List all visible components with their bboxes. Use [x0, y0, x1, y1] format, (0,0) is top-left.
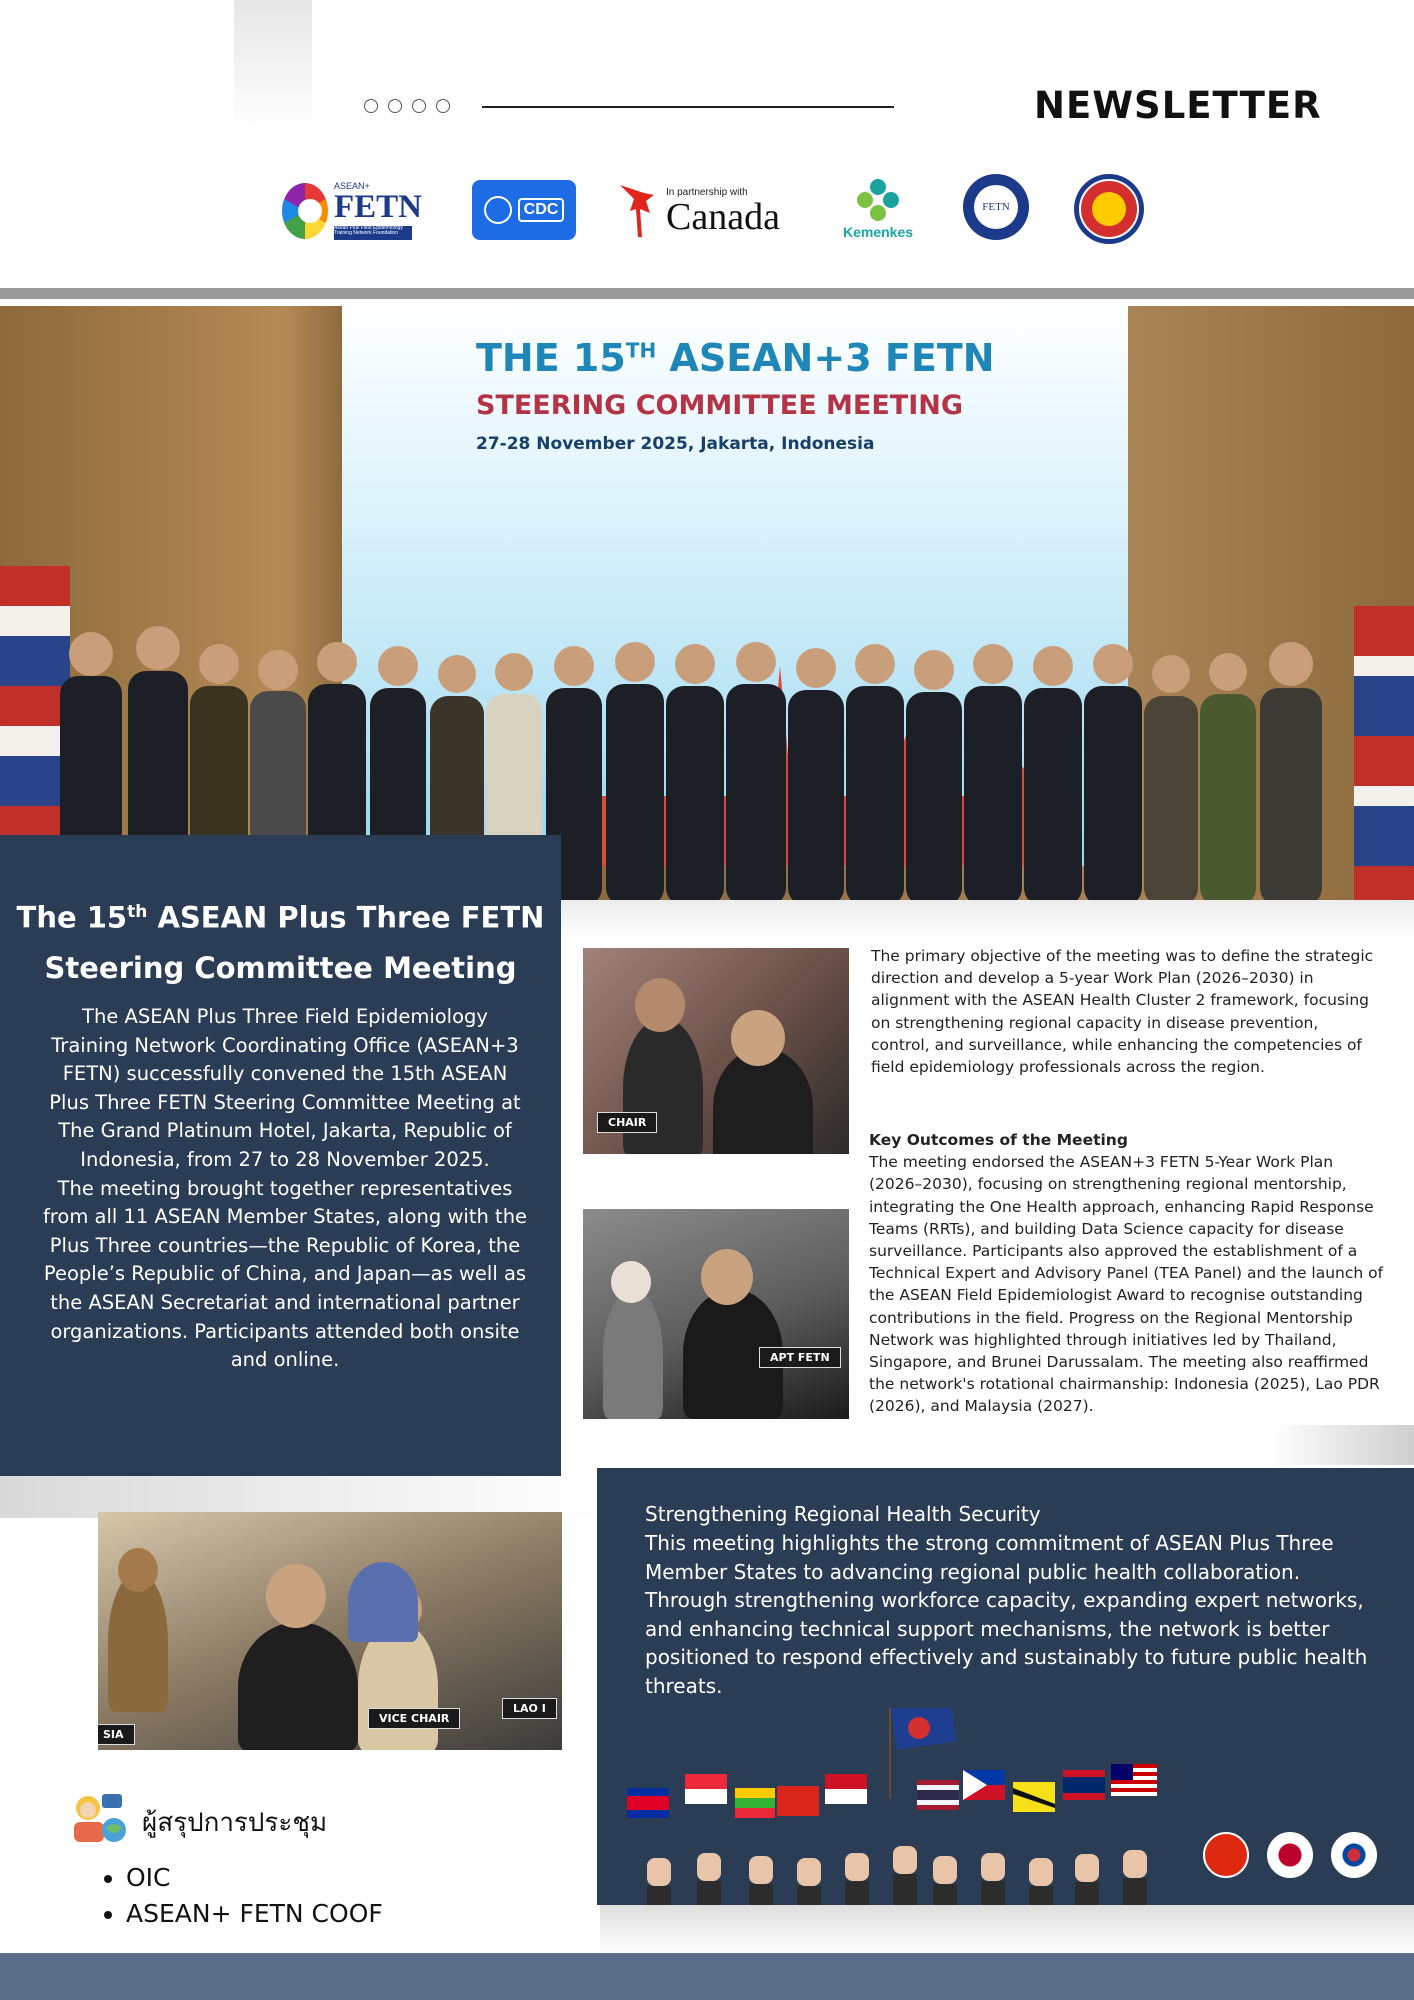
- intro-paragraph-2: The meeting brought together representatives from all 11 ASEAN Member States, along with the Plus Three countries—the Republic of Korea, the People’s Republic of China, and Japan—as well as the ASEAN Secretariat and international partner organizations. Participants attended both onsite and online.: [42, 1176, 528, 1372]
- china-flag-icon: [1203, 1832, 1249, 1878]
- lao-placard: LAO I: [502, 1698, 557, 1719]
- summarizers-list: [96, 1860, 383, 1932]
- bottom-panel-shadow: [600, 1905, 1414, 1955]
- dot-2: [388, 99, 402, 113]
- kemenkes-text: Kemenkes: [842, 224, 914, 240]
- footer-bar: [0, 1953, 1414, 2000]
- newsletter-title: NEWSLETTER: [1034, 84, 1322, 127]
- japan-flag-icon: [1267, 1832, 1313, 1878]
- list-item: • ASEAN+ FETN COOF: [126, 1896, 383, 1932]
- korea-flag-icon: [1331, 1832, 1377, 1878]
- chair-photo: [583, 948, 849, 1154]
- regional-security-text: This meeting highlights the strong commitment of ASEAN Plus Three Member States to advancing regional public health collaboration. Through strengthening workforce capacity, expanding expert networks, and enhancing technical support mechanisms, the network is better positioned to respond effectively and sustainably to future public health threats.: [645, 1531, 1368, 1698]
- intro-paragraph-1: The ASEAN Plus Three Field Epidemiology Training Network Coordinating Office (ASEAN+3 FETN) successfully convened the 15th ASEAN Plus Three FETN Steering Committee Meeting at The Grand Platinum Hotel, Jakarta, Republic of Indonesia, from 27 to 28 November 2025.: [49, 1005, 521, 1171]
- header-decor-band: [234, 0, 312, 130]
- right-edge-shadow: [1270, 1425, 1414, 1465]
- hhs-eagle-icon: [484, 196, 512, 224]
- canada-logo: [616, 178, 800, 244]
- chair-placard: CHAIR: [597, 1112, 657, 1133]
- apt-fetn-photo: [583, 1209, 849, 1419]
- fetn-network-icon: [282, 183, 328, 239]
- apt-fetn-placard: APT FETN: [759, 1347, 841, 1368]
- vice-chair-placard: VICE CHAIR: [368, 1708, 460, 1729]
- asean-fetn-logo: [282, 178, 422, 244]
- asean-emblem-logo: [1074, 174, 1144, 244]
- reporter-avatar-icon: [66, 1788, 128, 1846]
- key-outcomes-section: [869, 1129, 1389, 1418]
- pagination-dots: [364, 99, 450, 113]
- key-outcomes-heading: Key Outcomes of the Meeting: [869, 1131, 1128, 1149]
- regional-security-panel: [597, 1468, 1414, 1905]
- kemenkes-logo: [834, 178, 922, 244]
- canada-partnership-text: In partnership with: [666, 186, 748, 198]
- asean-rice-stalks-icon: [1092, 192, 1126, 226]
- screen-title: THE 15TH ASEAN+3 FETN: [476, 336, 995, 380]
- hero-group-photo: [0, 306, 1414, 900]
- regional-security-heading: Strengthening Regional Health Security: [645, 1502, 1041, 1526]
- meeting-objective-text: The primary objective of the meeting was to define the strategic direction and develop a 5-year Work Plan (2026–2030) in alignment with the ASEAN Health Cluster 2 framework, focusing on strengthening regional capacity in disease prevention, control, and surveillance, while enhancing the competencies of field epidemiology professionals across the region.: [871, 947, 1374, 1077]
- list-item: • OIC: [126, 1860, 383, 1896]
- dot-3: [412, 99, 426, 113]
- maple-leaf-icon: [616, 181, 656, 241]
- screen-date: 27-28 November 2025, Jakarta, Indonesia: [476, 434, 875, 454]
- screen-subtitle: STEERING COMMITTEE MEETING: [476, 390, 964, 421]
- asean-flags-illustration: [627, 1708, 1187, 1905]
- cdc-logo: [472, 180, 576, 240]
- dot-1: [364, 99, 378, 113]
- article-intro-panel: [0, 835, 561, 1479]
- fetn-logo-big-text: FETN: [333, 189, 422, 225]
- vice-chair-photo: [98, 1512, 562, 1750]
- dot-4: [436, 99, 450, 113]
- canada-wordmark: Canada: [666, 195, 780, 238]
- mid-section-shadow: [561, 900, 1414, 940]
- fetn-logo-small-text: ASEAN+: [333, 181, 370, 191]
- key-outcomes-text: The meeting endorsed the ASEAN+3 FETN 5-Year Work Plan (2026–2030), focusing on strengthening regional mentorship, integrating the One Health approach, enhancing Rapid Response Teams (RRTs), and building Data Science capacity for disease surveillance. Participants also approved the establishment of a Technical Expert and Advisory Panel (TEA Panel) and the launch of the ASEAN Field Epidemiologist Award to recognise outstanding contributions in the field. Progress on the Regional Mentorship Network was highlighted through initiatives led by Thailand, Singapore, and Brunei Darussalam. The meeting also reaffirmed the network's rotational chairmanship: Indonesia (2025), Lao PDR (2026), and Malaysia (2027).: [869, 1153, 1384, 1416]
- fetn-seal-text: FETN: [974, 185, 1018, 229]
- hero-top-rule: [0, 288, 1414, 299]
- summarizers-heading: ผู้สรุปการประชุม: [142, 1808, 328, 1838]
- article-title: The 15th ASEAN Plus Three FETN Steering Committee Meeting: [16, 900, 545, 985]
- cdc-logo-text: CDC: [518, 198, 565, 222]
- fetn-logo-subtitle: Asean Plus Field Epidemiology Training Network Foundation: [334, 226, 412, 240]
- country-placard: SIA: [98, 1724, 135, 1745]
- fetn-seal-logo: [963, 174, 1029, 240]
- header-divider-line: [482, 106, 894, 108]
- article-intro-text: [42, 1003, 528, 1375]
- kemenkes-cross-icon: [856, 178, 900, 222]
